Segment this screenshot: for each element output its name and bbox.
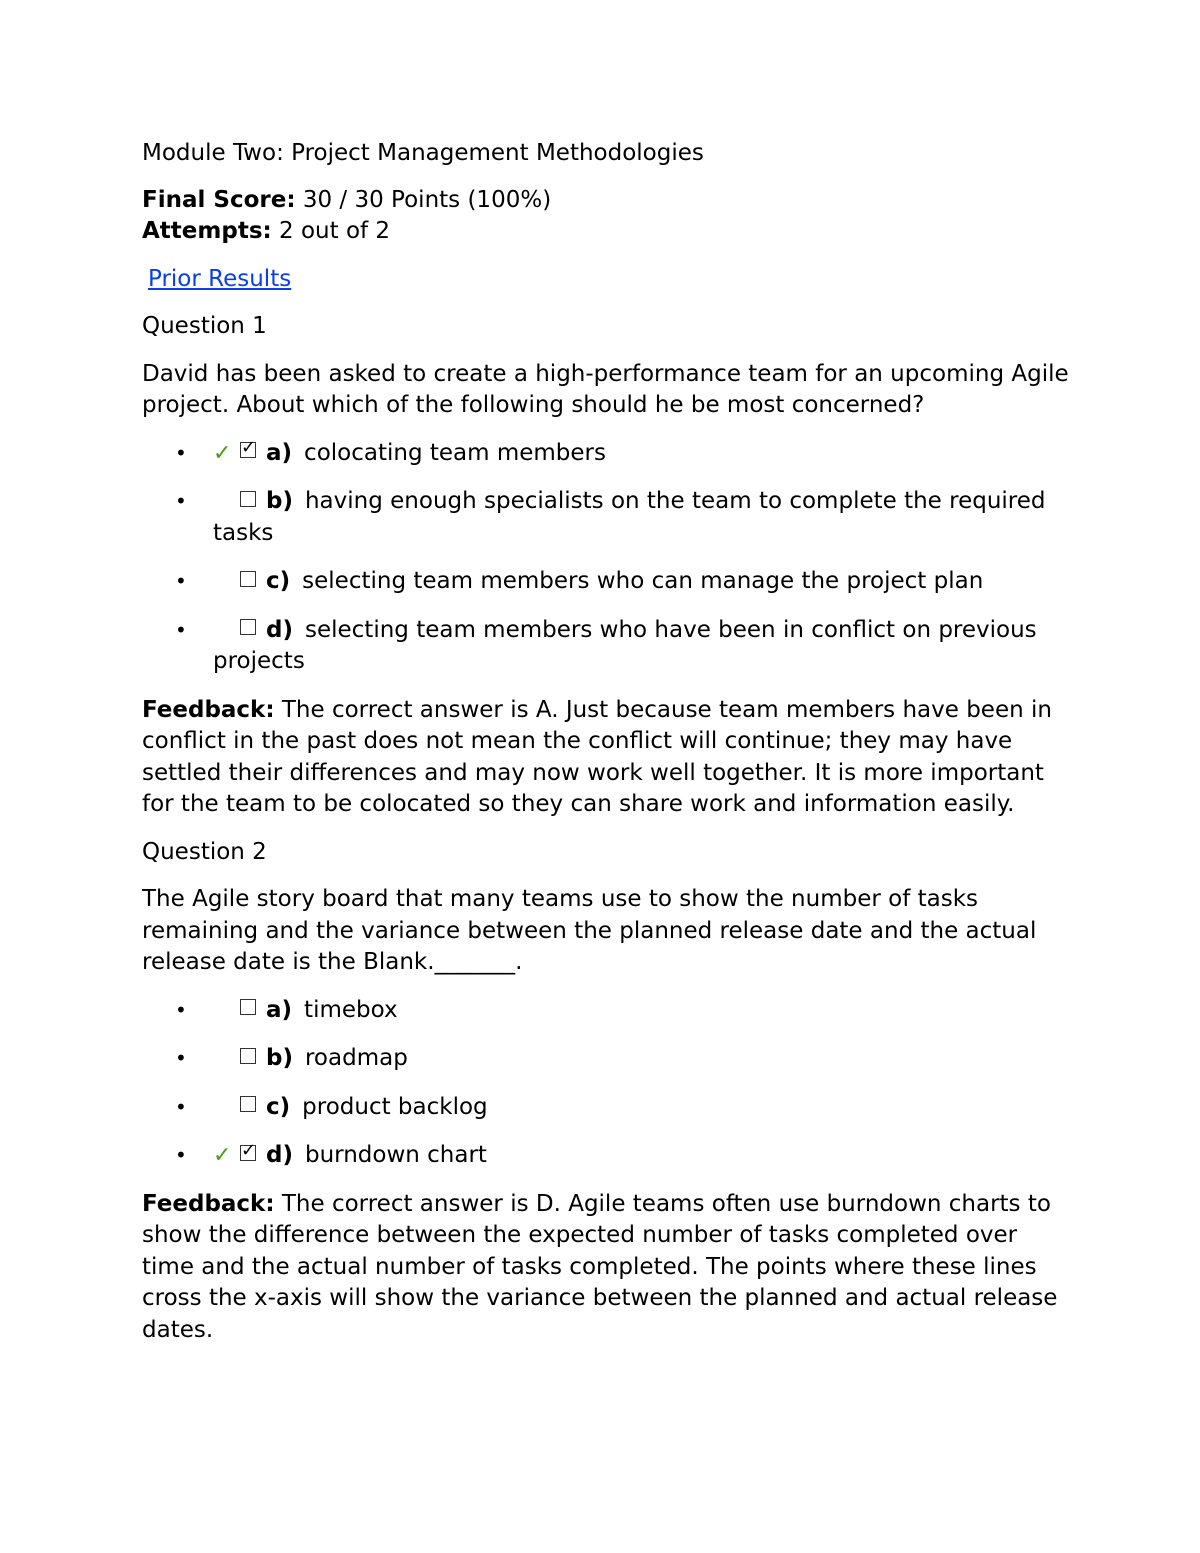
feedback [142, 1189, 1072, 1347]
checkbox-tick-icon: ✓ [241, 437, 257, 458]
option-text: roadmap [304, 1045, 408, 1071]
option-text: timebox [304, 996, 398, 1023]
answer-checkbox[interactable] [240, 1139, 257, 1161]
option-letter: b) [266, 488, 293, 514]
attempts [142, 216, 1072, 248]
questions-container [142, 311, 1072, 1346]
answer-checkbox[interactable] [240, 437, 257, 458]
option-letter: d) [266, 1142, 293, 1168]
bullet-icon: • [175, 1143, 187, 1167]
question-heading: Question 1 [142, 313, 267, 339]
answer-checkbox[interactable] [240, 491, 256, 507]
answer-option [142, 438, 1072, 470]
option-text: colocating team members [304, 439, 606, 466]
checkbox-tick-icon: ✓ [241, 1139, 257, 1161]
feedback-text: The correct answer is D. Agile teams often use burndown charts to show the difference between the expected number of tasks completed over time and the actual number of tasks completed. The points where these lines cross the x-axis will show the variance between the planned and actual release dates. [142, 1190, 1058, 1343]
bullet-icon: • [175, 440, 187, 465]
feedback-text: The correct answer is A. Just because team members have been in conflict in the past does not mean the conflict will continue; they may have settled their differences and may now work well together. It is more important for the team to be colocated so they can share work and information easily. [142, 696, 1052, 817]
answer-options [142, 438, 1072, 678]
bullet-icon: • [175, 997, 187, 1022]
question-heading: Question 2 [142, 838, 267, 865]
bullet-icon: • [175, 617, 187, 642]
bullet-icon: • [175, 489, 187, 513]
answer-options [142, 995, 1072, 1172]
option-text: selecting team members who can manage the project plan [302, 568, 984, 594]
option-letter: d) [266, 616, 293, 643]
final-score [142, 185, 1072, 217]
bullet-icon: • [175, 1094, 187, 1119]
option-text: burndown chart [304, 1142, 487, 1168]
option-letter: b) [266, 1045, 293, 1071]
option-text: having enough specialists on the team to complete the required tasks [213, 488, 1046, 546]
option-text: selecting team members who have been in conflict on previous projects [213, 616, 1037, 674]
answer-option [142, 1043, 1072, 1075]
answer-option [142, 486, 1072, 549]
answer-option [142, 1140, 1072, 1172]
answer-option [142, 1092, 1072, 1124]
quiz-results-page [142, 138, 1072, 1362]
correct-check-icon: ✓ [213, 1143, 232, 1168]
answer-checkbox[interactable] [240, 1096, 256, 1112]
option-letter: c) [266, 568, 291, 594]
answer-checkbox[interactable] [240, 999, 256, 1015]
question-text: David has been asked to create a high-performance team for an upcoming Agile project. About which of the following should he be most concerned? [142, 360, 1069, 418]
page-title: Module Two: Project Management Methodologies [142, 140, 704, 166]
final-score-value: 30 / 30 Points (100%) [302, 186, 552, 213]
option-letter: a) [266, 996, 293, 1023]
option-letter: a) [266, 439, 293, 466]
answer-checkbox[interactable] [240, 619, 256, 635]
final-score-label: Final Score: [142, 186, 296, 213]
feedback-label: Feedback: [142, 1190, 275, 1217]
answer-checkbox[interactable] [240, 1048, 256, 1064]
option-letter: c) [266, 1093, 291, 1120]
option-text: product backlog [302, 1093, 488, 1120]
attempts-label: Attempts: [142, 218, 272, 244]
question-text: The Agile story board that many teams use to show the number of tasks remaining and the variance between the planned release date and the actual release date is the Blank._______. [142, 886, 1037, 975]
prior-results-link[interactable]: Prior Results [148, 265, 292, 292]
answer-option [142, 566, 1072, 598]
bullet-icon: • [175, 1046, 187, 1070]
answer-option [142, 995, 1072, 1027]
bullet-icon: • [175, 569, 187, 593]
answer-option [142, 615, 1072, 678]
feedback [142, 695, 1072, 821]
correct-check-icon: ✓ [213, 440, 232, 466]
feedback-label: Feedback: [142, 696, 275, 723]
attempts-value: 2 out of 2 [279, 218, 391, 244]
answer-checkbox[interactable] [240, 571, 256, 587]
